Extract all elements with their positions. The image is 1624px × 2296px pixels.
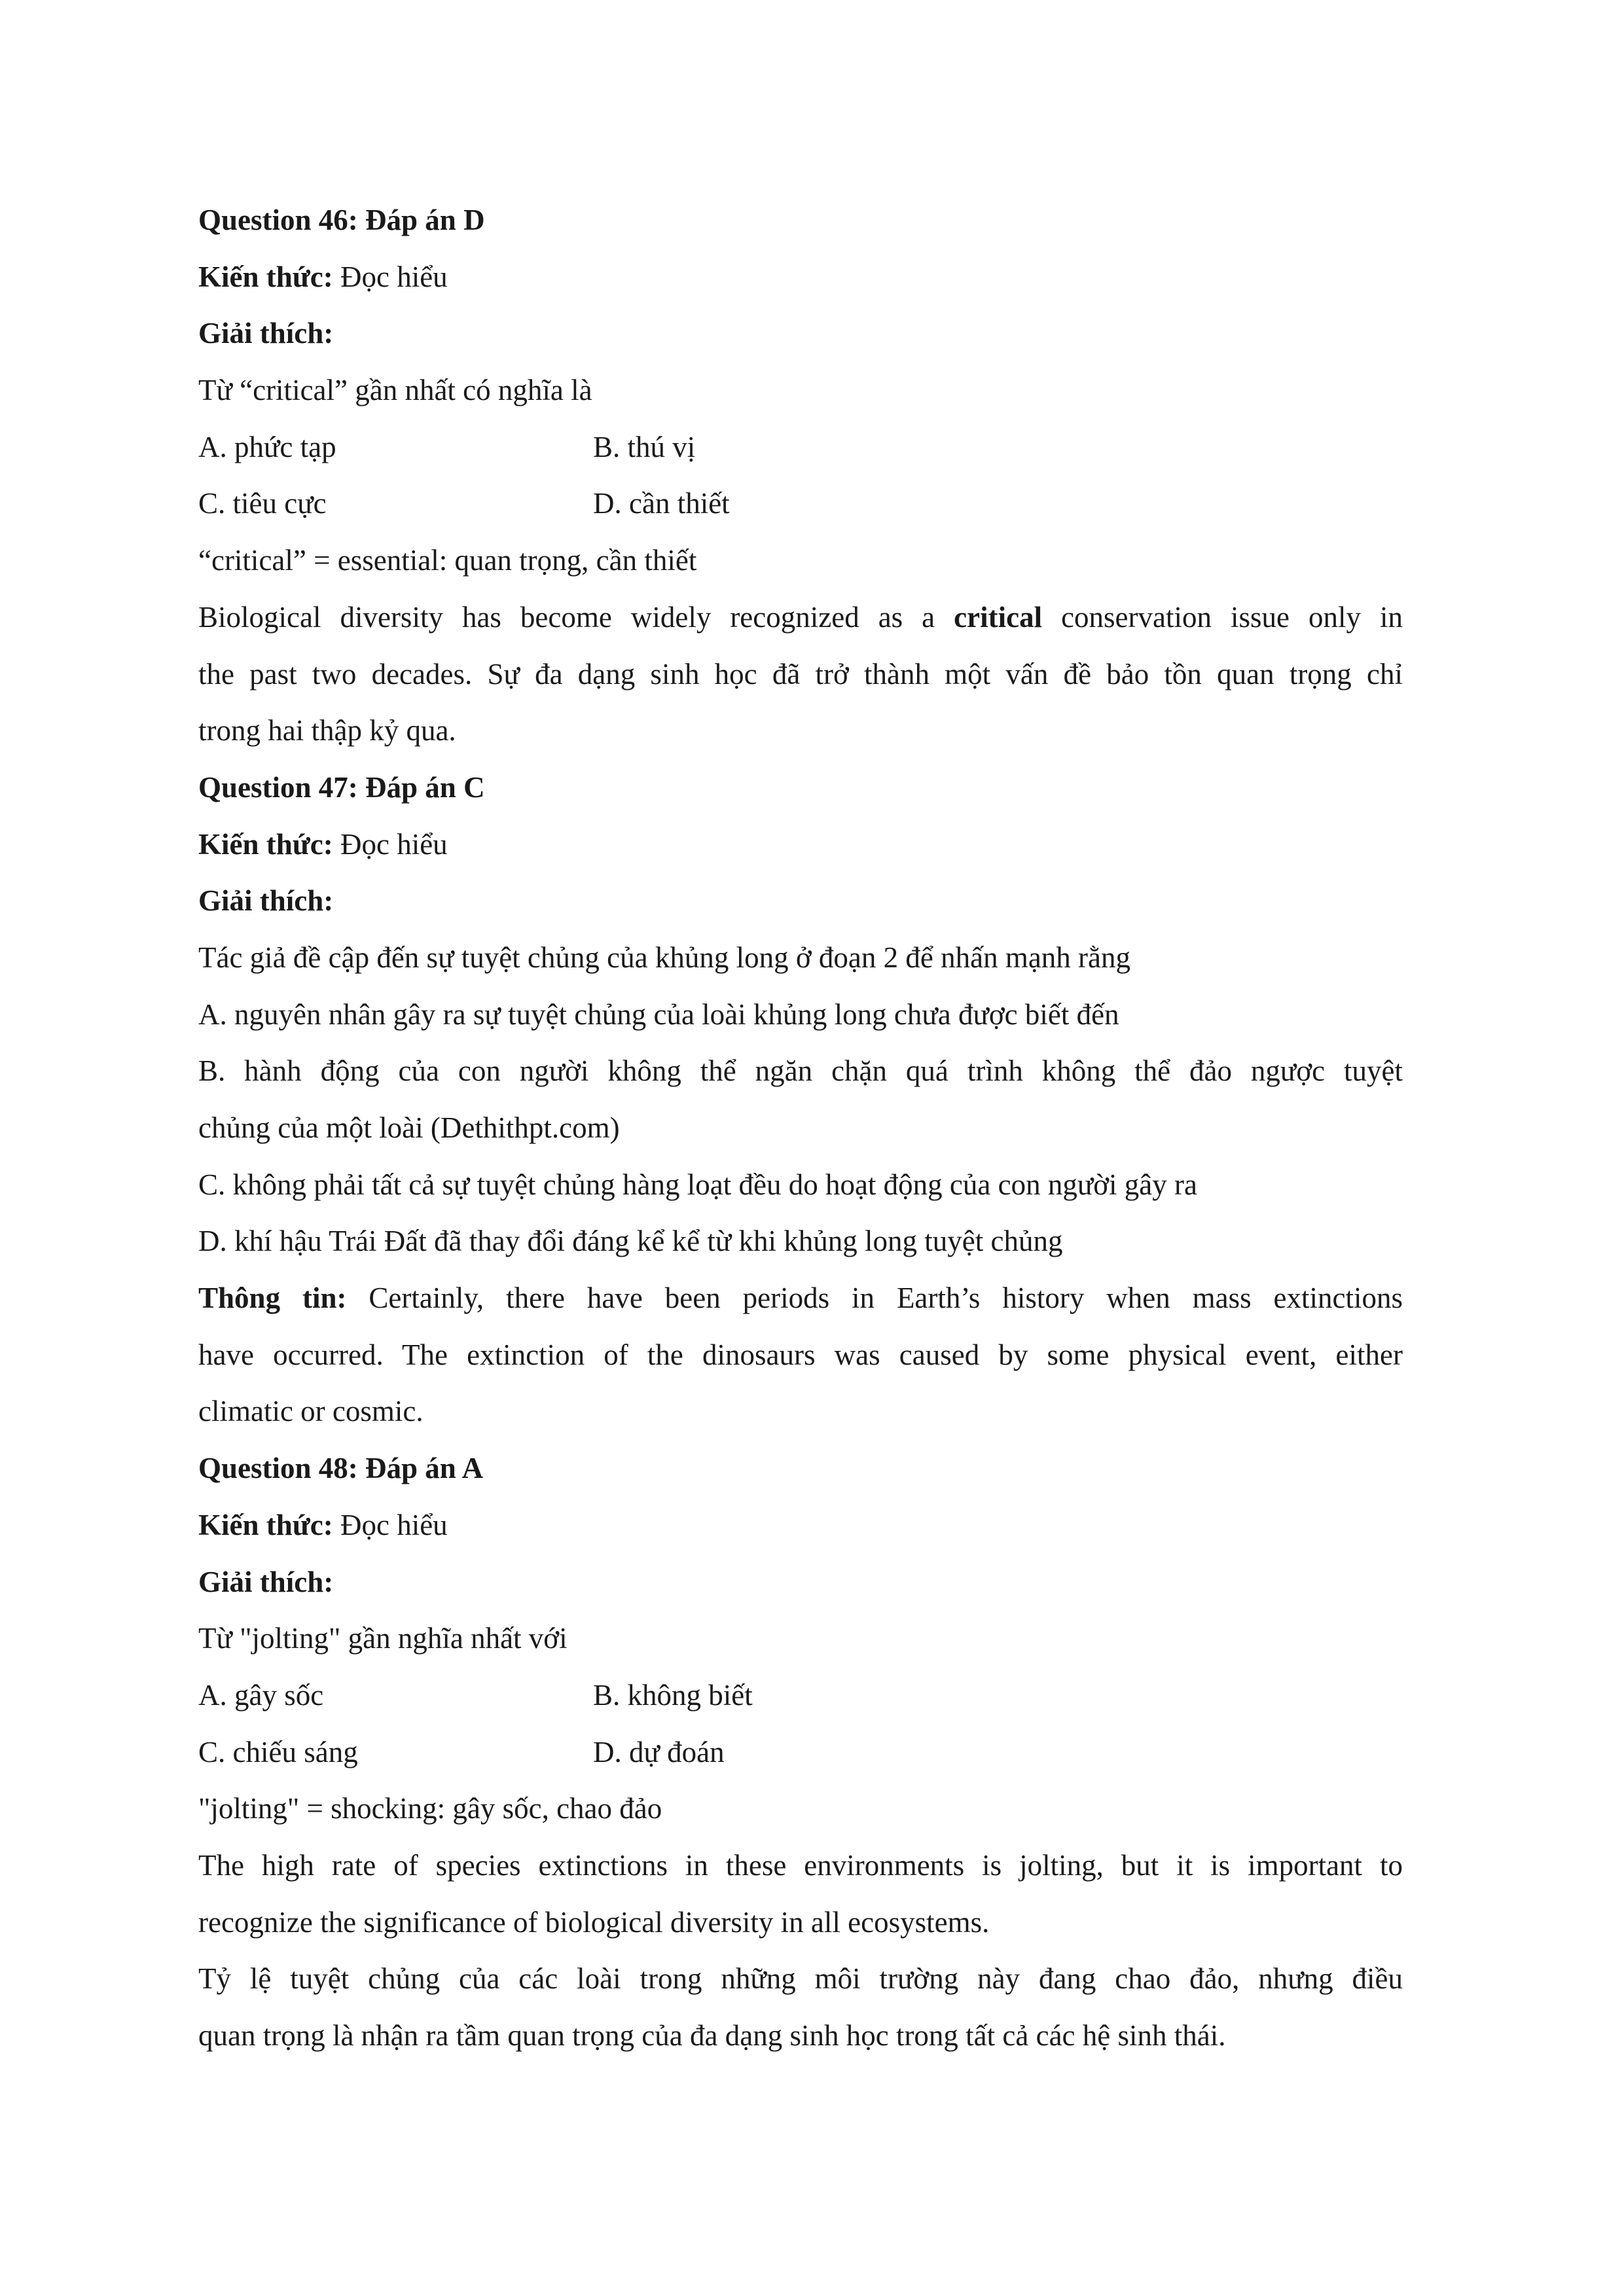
q47-option-b-line-2: chủng của một loài (Dethithpt.com) xyxy=(198,1111,620,1144)
q47-prompt: Tác giả đề cập đến sự tuyệt chủng của khủng long ở đoạn 2 để nhấn mạnh rằng xyxy=(198,941,1131,974)
q48-heading: Question 48: Đáp án A xyxy=(198,1452,484,1485)
q46-prompt: Từ “critical” gần nhất có nghĩa là xyxy=(198,374,592,407)
q48-answer: "jolting" = shocking: gây sốc, chao đảo xyxy=(198,1792,662,1825)
q46-explanation-label: Giải thích: xyxy=(198,317,334,350)
q48-knowledge: Kiến thức: Đọc hiểu xyxy=(198,1508,448,1541)
q46-option-b: B. thú vị xyxy=(593,430,696,463)
q46-option-d: D. cần thiết xyxy=(593,487,730,520)
q47-knowledge: Kiến thức: Đọc hiểu xyxy=(198,827,448,861)
q47-info-line-1: Thông tin: Certainly, there have been periods in Earth’s history when mass extinctions xyxy=(198,1282,1403,1315)
q48-explanation-label: Giải thích: xyxy=(198,1565,334,1598)
q48-options-row-2 xyxy=(198,1724,1403,1781)
q48-prompt: Từ "jolting" gần nghĩa nhất với xyxy=(198,1622,568,1655)
q47-info-line-2: have occurred. The extinction of the dinosaurs was caused by some physical event, either xyxy=(198,1338,1403,1371)
q48-excerpt-line-2: recognize the significance of biological diversity in all ecosystems. xyxy=(198,1905,990,1939)
q46-answer: “critical” = essential: quan trọng, cần thiết xyxy=(198,544,697,577)
q47-option-d: D. khí hậu Trái Đất đã thay đổi đáng kể kể từ khi khủng long tuyệt chủng xyxy=(198,1225,1063,1258)
q48-translation-line-1: Tỷ lệ tuyệt chủng của các loài trong những môi trường này đang chao đảo, nhưng điều xyxy=(198,1962,1403,1996)
q48-option-a: A. gây sốc xyxy=(198,1678,324,1712)
q46-excerpt-line-2: the past two decades. Sự đa dạng sinh học đã trở thành một vấn đề bảo tồn quan trọng chỉ xyxy=(198,657,1403,691)
q46-heading: Question 46: Đáp án D xyxy=(198,204,485,236)
q48-translation-line-2: quan trọng là nhận ra tầm quan trọng của đa dạng sinh học trong tất cả các hệ sinh thái. xyxy=(198,2019,1226,2052)
q47-heading: Question 47: Đáp án C xyxy=(198,770,485,804)
q47-info-line-3: climatic or cosmic. xyxy=(198,1395,424,1428)
q47-explanation-label: Giải thích: xyxy=(198,884,334,918)
q46-option-a: A. phức tạp xyxy=(198,430,336,463)
q46-options-row-1 xyxy=(198,419,1403,476)
q48-option-d: D. dự đoán xyxy=(593,1735,725,1768)
q46-option-c: C. tiêu cực xyxy=(198,487,327,520)
q46-excerpt-line-3: trong hai thập kỷ qua. xyxy=(198,714,456,747)
q47-option-b-line-1: B. hành động của con người không thể ngăn chặn quá trình không thể đảo ngược tuyệt xyxy=(198,1054,1403,1088)
q48-option-c: C. chiếu sáng xyxy=(198,1735,358,1768)
q46-excerpt-line-1: Biological diversity has become widely recognized as a critical conservation issue only in xyxy=(198,600,1403,634)
q48-option-b: B. không biết xyxy=(593,1678,753,1712)
q48-options-row-1 xyxy=(198,1667,1403,1724)
q46-knowledge: Kiến thức: Đọc hiểu xyxy=(198,260,448,293)
document-page xyxy=(198,192,1403,2064)
q46-options-row-2 xyxy=(198,475,1403,532)
q48-excerpt-line-1: The high rate of species extinctions in these environments is jolting, but it is important to xyxy=(198,1848,1403,1882)
q47-option-c: C. không phải tất cả sự tuyệt chủng hàng loạt đều do hoạt động của con người gây ra xyxy=(198,1168,1197,1201)
q47-option-a: A. nguyên nhân gây ra sự tuyệt chủng của loài khủng long chưa được biết đến xyxy=(198,997,1119,1031)
